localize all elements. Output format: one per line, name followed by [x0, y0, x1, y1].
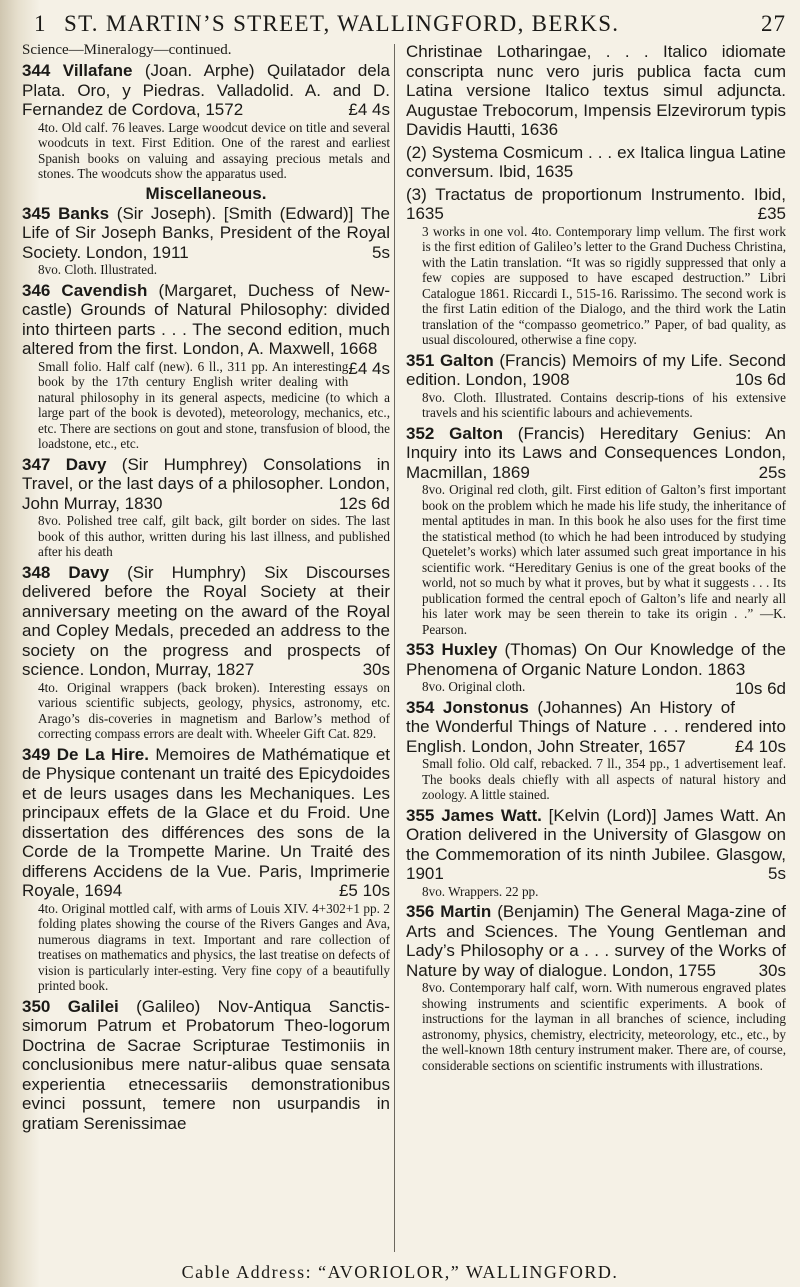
entry-description: 4to. Old calf. 76 leaves. Large woodcut device on title and several woodcuts in text. First Edition. One of the rarest and earliest Spanish books on valuing and assaying precious metals and stones. The woodcuts show the apparatus used. — [38, 119, 390, 181]
price: £5 10s — [338, 881, 390, 900]
lot-number: 345 — [22, 203, 51, 223]
entry-description: 8vo. Cloth. Illustrated. — [38, 262, 158, 277]
entry-description: 4to. Original mottled calf, with arms of Louis XIV. 4+302+1 pp. 2 folding plates showing the course of the Rivers Ganges and Ava, numerous diagrams in text. Important and rare collection of treatises on mathematics and physics, the last treatise on defects of vision is particularly inter-esting. Very fine copy of a beautifully printed book. — [38, 900, 390, 993]
entry-heading — [22, 204, 390, 263]
catalogue-entry — [406, 806, 786, 900]
price: 10s 6d — [734, 370, 786, 389]
left-column — [22, 42, 390, 1136]
catalogue-entry — [406, 143, 786, 182]
entry-heading — [406, 698, 786, 757]
entry-title: (2) Systema Cosmicum . . . ex Italica lingua Latine conversum. Ibid, 1635 — [406, 142, 786, 181]
catalogue-entry — [406, 351, 786, 421]
author-name: Galilei — [67, 996, 119, 1016]
catalogue-entry — [22, 61, 390, 182]
catalogue-entry — [406, 42, 786, 140]
entry-heading — [22, 455, 390, 514]
lot-number: 355 — [406, 805, 435, 825]
cable-address-footer: Cable Address: “AVORIOLOR,” WALLINGFORD. — [181, 1262, 619, 1282]
entry-heading — [406, 351, 786, 390]
right-column — [406, 42, 786, 1076]
price: 30s — [362, 660, 390, 679]
entry-description: 4to. Original wrappers (back broken). Interesting essays on various scientific subjects, geology, physics, astronomy, etc. Arago’s dis-coveries in magnetism and Barlow’s method of correcting compass errors are dealt with. Wheeler Gift Cat. 829. — [38, 679, 390, 741]
price: £4 4s — [348, 358, 390, 378]
catalogue-entry — [22, 455, 390, 560]
author-name: Huxley — [441, 640, 498, 659]
entry-title: (Francis) Memoirs of my Life. Second edition. London, 1908 — [406, 350, 786, 389]
author-name: Banks — [58, 203, 110, 223]
lot-number: 349 — [22, 744, 51, 764]
author-name: Martin — [440, 902, 492, 921]
entry-description: 8vo. Polished tree calf, gilt back, gilt border on sides. The last book of this author, written during his last illness, and published after his death — [38, 513, 390, 559]
entry-heading — [22, 61, 390, 120]
entry-title: (Galileo) Nov-Antiqua Sanctis-simorum Patrum et Probatorum Theo-logorum Doctrina de Sacrae Scripturae Testimoniis in conclusionibus mere natur-alibus quae sensata experientia etnecessariis demonstrationibus evinci possunt, temere non usurpandis in gratiam Serenissimae — [22, 996, 390, 1133]
entry-title: Christinae Lotharingae, . . . Italico idiomate conscripta nunc vero juris publica facta cum Latina versione Italico textus simul adjuncta. Augustae Trebocorum, Impensis Elzevirorum typis Davidis Hautti, 1636 — [406, 42, 786, 139]
left-page-number: 1 — [34, 11, 47, 36]
right-entries — [406, 42, 786, 1073]
author-name: De La Hire. — [56, 744, 149, 764]
entry-heading — [406, 424, 786, 483]
entry-title: (Margaret, Duchess of New-castle) Grounds of Natural Philosophy: divided into thirteen parts . . . The second edition, much altered from the first. London, A. Maxwell, 1668 — [22, 280, 390, 358]
header-address: ST. MARTIN’S STREET, WALLINGFORD, BERKS. — [64, 11, 620, 36]
entry-description: 8vo. Original red cloth, gilt. First edition of Galton’s first important book on the problem which he made his life study, the inheritance of mental aptitudes in man. In this book he also uses for the first time the statistical method (to which he had been introduced by studying Quetelet’s works) which later assumed such great importance in his scientific work. “Hereditary Genius is one of the great books of the world, not so much by what it proves, but by what it suggests . . . Its publication formed the central epoch of Galton’s life and nearly all his later work may be seen therein to take its origin . .” —K. Pearson. — [422, 482, 786, 637]
entry-description: Small folio. Old calf, rebacked. 7 ll., 354 pp., 1 advertisement leaf. The books deals chiefly with all aspects of natural history and zoology. A little stained. — [422, 756, 786, 802]
author-name: Davy — [65, 454, 107, 474]
entry-title: (Sir Joseph). [Smith (Edward)] The Life of Sir Joseph Banks, President of the Royal Society. London, 1911 — [22, 203, 390, 262]
entry-heading — [406, 42, 786, 140]
price: 12s 6d — [338, 493, 390, 513]
catalogue-entry — [22, 281, 390, 452]
entry-title: Memoires de Mathématique et de Physique contenant un traité des Epicydoides et de leurs usages dans les Mechaniques. Les principaux effets de la Glace et du Froid. Une dissertation des différences des sons de la Corde de la Trompette Marine. Un Traité des differens Accidens de la Vue. Paris, Imprimerie Royale, 1694 — [22, 744, 390, 900]
entry-description: 8vo. Cloth. Illustrated. Contains descrip-tions of his extensive travels and his scientific labours and achievements. — [422, 389, 786, 420]
price: 30s — [758, 960, 786, 980]
lot-number: 344 — [22, 61, 51, 80]
catalogue-entry — [22, 997, 390, 1134]
section-heading: Science—Mineralogy—continued. — [22, 42, 232, 58]
price: 5s — [768, 864, 786, 883]
author-name: Jonstonus — [442, 697, 529, 717]
page-number: 27 — [761, 11, 786, 36]
catalogue-entry — [406, 185, 786, 348]
entry-description: 8vo. Wrappers. 22 pp. — [422, 883, 539, 899]
entry-title: (Sir Humphry) Six Discourses delivered before the Royal Society at their anniversary meeting on the award of the Royal and Copley Medals, preceded an address to the society on the progress and prospects of science. London, Murray, 1827 — [22, 562, 390, 679]
entry-title: (Johannes) An History of the Wonderful Things of Nature . . . rendered into English. London, John Streater, 1657 — [406, 697, 786, 756]
author-name: Galton — [449, 423, 503, 443]
lot-number: 351 — [406, 350, 435, 370]
entry-title: (Sir Humphrey) Consolations in Travel, or the last days of a philosopher. London, John Murray, 1830 — [22, 454, 390, 513]
author-name: Villafane — [62, 61, 133, 80]
catalogue-entry — [22, 204, 390, 278]
catalogue-entry — [22, 745, 390, 994]
entry-heading — [406, 185, 786, 224]
left-entries — [22, 61, 390, 1133]
lot-number: 354 — [406, 697, 435, 717]
price: £35 — [757, 204, 786, 223]
entry-title: (Joan. Arphe) Quilatador dela Plata. Oro, y Piedras. Valladolid. A. and D. Fernandez de Cordova, 1572 — [22, 61, 390, 119]
author-name: Davy — [68, 562, 110, 582]
entry-heading — [406, 902, 786, 980]
price: £4 10s — [734, 736, 786, 756]
entry-description: 3 works in one vol. 4to. Contemporary limp vellum. The first work is the first edition of Galileo’s letter to the Grand Duchess Christina, with the Latin translation. “It was so rigidly suppressed that only a few copies are supposed to have escaped destruction.” Libri Catalogue 1861. Riccardi I., 515-16. Rarissimo. The second work is the first Latin edition of the Dialogo, and the third work the Latin translation of the “compasso geometrico.” Paper, of bad quality, as usual discoloured, otherwise a fine copy. — [422, 223, 786, 347]
entry-title: (Francis) Hereditary Genius: An Inquiry into its Laws and Consequences London, Macmillan, 1869 — [406, 423, 786, 482]
column-divider — [394, 44, 395, 1252]
miscellaneous-heading: Miscellaneous. — [145, 183, 267, 203]
catalogue-entry — [406, 640, 786, 698]
lot-number: 353 — [406, 640, 435, 659]
price: 5s — [372, 242, 390, 262]
author-name: James Watt. — [441, 805, 542, 825]
entry-heading — [22, 563, 390, 680]
catalogue-entry — [406, 698, 786, 803]
entry-heading — [22, 745, 390, 901]
entry-title: (3) Tractatus de proportionum Instrumento. Ibid, 1635 — [406, 184, 786, 223]
entry-description: Small folio. Half calf (new). 6 ll., 311 pp. An interesting book by the 17th century English writer dealing with natural philosophy in its general aspects, medicine (to which a large part of the book is devoted), meteorology, mechanics, etc., etc. There are sections on gout and stone, transfusion of blood, the loadstone, etc., etc. — [38, 358, 390, 451]
lot-number: 350 — [22, 996, 51, 1016]
catalogue-entry — [22, 563, 390, 742]
entry-title: (Benjamin) The General Maga-zine of Arts and Sciences. The Young Gentleman and Lady’s Philosophy or a . . . survey of the Works of Nature by way of dialogue. London, 1755 — [406, 902, 786, 980]
author-name: Galton — [439, 350, 494, 370]
lot-number: 346 — [22, 280, 51, 300]
catalogue-entry — [406, 424, 786, 638]
lot-number: 348 — [22, 562, 51, 582]
lot-number: 347 — [22, 454, 51, 474]
price: £4 4s — [348, 100, 390, 119]
entry-title: [Kelvin (Lord)] James Watt. An Oration delivered in the University of Glasgow on the Commemoration of its ninth Jubilee. Glasgow, 1901 — [406, 805, 786, 883]
catalogue-entry — [406, 902, 786, 1073]
entry-heading — [406, 143, 786, 182]
running-header — [0, 8, 800, 40]
price: 10s 6d — [734, 679, 786, 698]
price: 25s — [758, 462, 786, 482]
author-name: Cavendish — [61, 280, 148, 300]
entry-heading — [22, 280, 390, 378]
entry-description: 8vo. Contemporary half calf, worn. With numerous engraved plates showing instruments and scientific experiments. A book of instructions for the layman in all branches of science, including astronomy, physics, chemistry, electricity, meteorology, etc., etc., by the well-known 18th century instrument maker. There are, of course, considerable sections on scientific instruments with illustrations. — [422, 980, 786, 1073]
entry-heading — [22, 997, 390, 1134]
entry-description: 8vo. Original cloth. — [422, 679, 526, 694]
entry-title: (Thomas) On Our Knowledge of the Phenomena of Organic Nature London. 1863 — [406, 640, 786, 679]
lot-number: 352 — [406, 423, 435, 443]
entry-heading — [406, 806, 786, 884]
lot-number: 356 — [406, 902, 435, 921]
